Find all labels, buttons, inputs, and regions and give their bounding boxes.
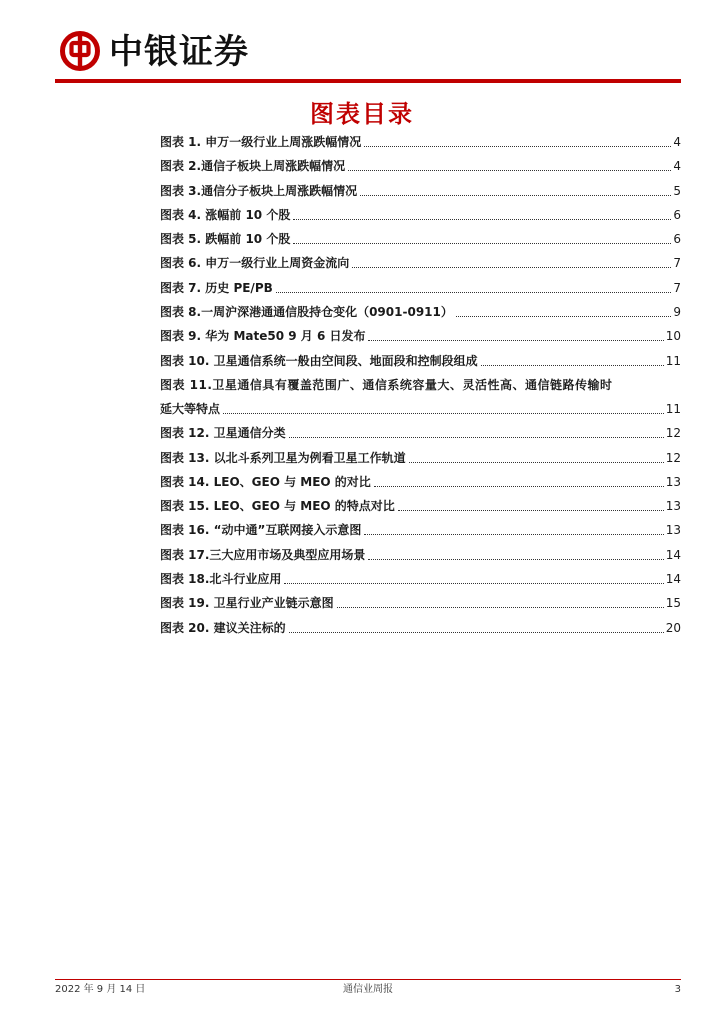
toc-item[interactable] [160,304,681,320]
toc-item[interactable] [160,425,681,441]
toc-item[interactable] [160,353,681,369]
toc-item-page: 5 [673,183,681,198]
report-name: 通信业周报 [343,984,393,995]
toc-leader-dots [364,534,663,535]
toc-leader-dots [337,607,664,608]
toc-item-page: 6 [673,207,681,222]
toc-item-page: 12 [665,426,681,441]
toc-item-page: 13 [665,499,681,514]
toc-item-page: 20 [665,620,681,635]
toc-item-label: 图表 4. 涨幅前 10 个股 [160,207,291,222]
toc-leader-dots [284,583,663,584]
toc-item[interactable] [160,134,681,150]
toc-item-label: 图表 13. 以北斗系列卫星为例看卫星工作轨道 [160,450,406,465]
toc-item-page: 6 [673,232,681,247]
toc-item[interactable] [160,450,681,466]
toc-item-page: 13 [665,523,681,538]
toc-leader-dots [276,292,672,293]
toc-item-label: 图表 9. 华为 Mate50 9 月 6 日发布 [160,329,366,344]
toc-item-label: 图表 16. “动中通”互联网接入示意图 [160,523,362,538]
toc-item-page: 11 [665,401,681,416]
toc-item-label: 图表 8.一周沪深港通通信股持仓变化（0901-0911） [160,305,453,320]
toc-item-label: 图表 10. 卫星通信系统一般由空间段、地面段和控制段组成 [160,353,478,368]
bank-of-china-logo-icon [60,31,100,71]
footer-divider [55,979,681,980]
toc-title: 图表目录 [310,100,414,128]
toc-item-continuation [160,401,681,417]
toc-item-label: 图表 20. 建议关注标的 [160,620,286,635]
toc-item[interactable] [160,522,681,538]
toc-leader-dots [398,510,664,511]
figure-table-of-contents [160,134,681,644]
toc-item[interactable] [160,328,681,344]
toc-item-label: 图表 17.三大应用市场及典型应用场景 [160,547,366,562]
toc-leader-dots [289,437,664,438]
toc-item[interactable] [160,207,681,223]
toc-leader-dots [456,316,671,317]
toc-item-page: 7 [673,256,681,271]
header-divider [55,79,681,83]
toc-item[interactable] [160,158,681,174]
toc-item-label: 图表 7. 历史 PE/PB [160,280,273,295]
toc-item-label: 图表 3.通信分子板块上周涨跌幅情况 [160,183,358,198]
toc-item-page: 7 [673,280,681,295]
toc-leader-dots [289,632,664,633]
report-date: 2022 年 9 月 14 日 [55,984,146,995]
toc-leader-dots [368,340,663,341]
page-number: 3 [674,984,681,995]
toc-item[interactable] [160,620,681,636]
brand-name: 中银证券 [109,32,249,72]
toc-item-label: 图表 1. 申万一级行业上周涨跌幅情况 [160,135,362,149]
page-header [55,18,681,88]
toc-leader-dots [293,219,671,220]
toc-item-label: 图表 19. 卫星行业产业链示意图 [160,596,334,611]
toc-item[interactable] [160,547,681,563]
toc-item[interactable] [160,595,681,611]
toc-item-page: 14 [665,547,681,562]
toc-leader-dots [223,413,664,414]
toc-item-label: 图表 12. 卫星通信分类 [160,426,286,441]
toc-leader-dots [374,486,664,487]
toc-item[interactable] [160,498,681,514]
toc-leader-dots [352,267,671,268]
toc-item[interactable] [160,255,681,271]
toc-item-label: 图表 6. 申万一级行业上周资金流向 [160,256,350,271]
toc-item-page: 14 [665,572,681,587]
toc-item-label: 图表 2.通信子板块上周涨跌幅情况 [160,159,346,174]
toc-item[interactable] [160,183,681,199]
toc-item[interactable] [160,474,681,490]
toc-item-page: 11 [665,353,681,368]
toc-item-label: 图表 15. LEO、GEO 与 MEO 的特点对比 [160,499,395,514]
toc-leader-dots [364,146,671,147]
toc-item-label: 图表 11.卫星通信具有覆盖范围广、通信系统容量大、灵活性高、通信链路传输时 [160,377,613,392]
toc-item[interactable] [160,377,681,417]
toc-item-label: 图表 14. LEO、GEO 与 MEO 的对比 [160,474,371,489]
toc-leader-dots [360,195,671,196]
toc-leader-dots [481,365,664,366]
toc-item-page: 12 [665,450,681,465]
toc-item-page: 4 [673,135,681,149]
toc-item-page: 4 [673,159,681,174]
toc-item-label: 图表 5. 跌幅前 10 个股 [160,232,291,247]
toc-item-page: 15 [665,596,681,611]
toc-item[interactable] [160,571,681,587]
toc-item-page: 10 [665,329,681,344]
toc-leader-dots [409,462,664,463]
toc-item[interactable] [160,280,681,296]
toc-item-label: 图表 18.北斗行业应用 [160,572,282,587]
toc-item[interactable] [160,231,681,247]
toc-leader-dots [293,243,671,244]
toc-item-page: 13 [665,474,681,489]
toc-item-label-continued: 延大等特点 [160,401,221,416]
toc-leader-dots [348,170,671,171]
toc-leader-dots [368,559,663,560]
toc-item-page: 9 [673,305,681,320]
